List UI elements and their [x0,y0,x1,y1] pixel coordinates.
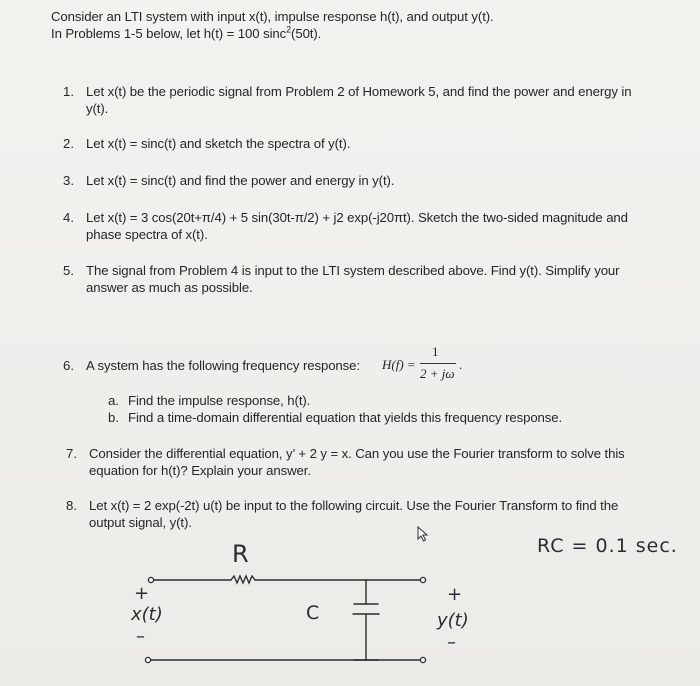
problem-1-text: Let x(t) be the periodic signal from Problem 2 of Homework 5, and find the power and energy in [86,84,632,99]
problem-6a-text: Find the impulse response, h(t). [128,393,311,408]
input-plus-sign: + [134,583,150,604]
frequency-response-numerator: 1 [432,344,439,359]
problem-7-text-cont: equation for h(t)? Explain your answer. [89,463,311,478]
problem-2-number: 2. [63,136,74,151]
capacitor-label: C [306,602,320,624]
problem-7-text: Consider the differential equation, y’ + 2 y = x. Can you use the Fourier transform to solve this [89,446,625,461]
output-plus-sign: + [447,584,463,605]
problem-1-number: 1. [63,84,74,99]
problem-4-text: Let x(t) = 3 cos(20t+π/4) + 5 sin(30t-π/2) + j2 exp(-j20πt). Sketch the two-sided magnitude and [86,210,628,225]
frequency-response-lhs: H(f) = [382,357,416,372]
input-signal-label: x(t) [131,604,163,625]
problem-3-number: 3. [63,173,74,188]
problem-8-text-cont: output signal, y(t). [89,515,192,530]
problem-8-number: 8. [66,498,77,513]
problem-6b-text: Find a time-domain differential equation that yields this frequency response. [128,410,563,425]
problem-7-number: 7. [66,446,77,461]
intro-line-1: Consider an LTI system with input x(t), impulse response h(t), and output y(t). [51,9,494,24]
problem-3-text: Let x(t) = sinc(t) and find the power and energy in y(t). [86,173,395,188]
intro-line-2: In Problems 1-5 below, let h(t) = 100 sinc$^2$(50t). [51,24,322,41]
problem-5-number: 5. [63,263,74,278]
frequency-response-denominator: 2 + jω [420,366,455,381]
problem-6a-label: a. [108,393,119,408]
resistor-symbol [231,576,255,583]
input-terminal-top [148,577,153,582]
problem-2-text: Let x(t) = sinc(t) and sketch the spectra of y(t). [86,136,351,151]
input-terminal-bottom [145,657,150,662]
output-terminal-bottom [420,657,425,662]
problem-4-number: 4. [63,210,74,225]
output-terminal-top [420,577,425,582]
problem-6-text: A system has the following frequency response: [86,358,360,373]
problem-6b-label: b. [108,410,119,425]
problem-8-text: Let x(t) = 2 exp(-2t) u(t) be input to the following circuit. Use the Fourier Transform to find the [89,498,619,513]
rc-value-note: RC = 0.1 sec. [537,535,678,557]
input-minus-sign: – [136,626,145,647]
formula-period: . [459,357,463,372]
problem-6-number: 6. [63,358,74,373]
problem-4-text-cont: phase spectra of x(t). [86,227,208,242]
problem-5-text: The signal from Problem 4 is input to the LTI system described above. Find y(t). Simplify your [86,263,620,278]
problem-5-text-cont: answer as much as possible. [86,280,253,295]
output-minus-sign: – [447,632,456,653]
output-signal-label: y(t) [437,610,469,631]
resistor-label: R [232,540,249,568]
problem-1-text-cont: y(t). [86,101,109,116]
